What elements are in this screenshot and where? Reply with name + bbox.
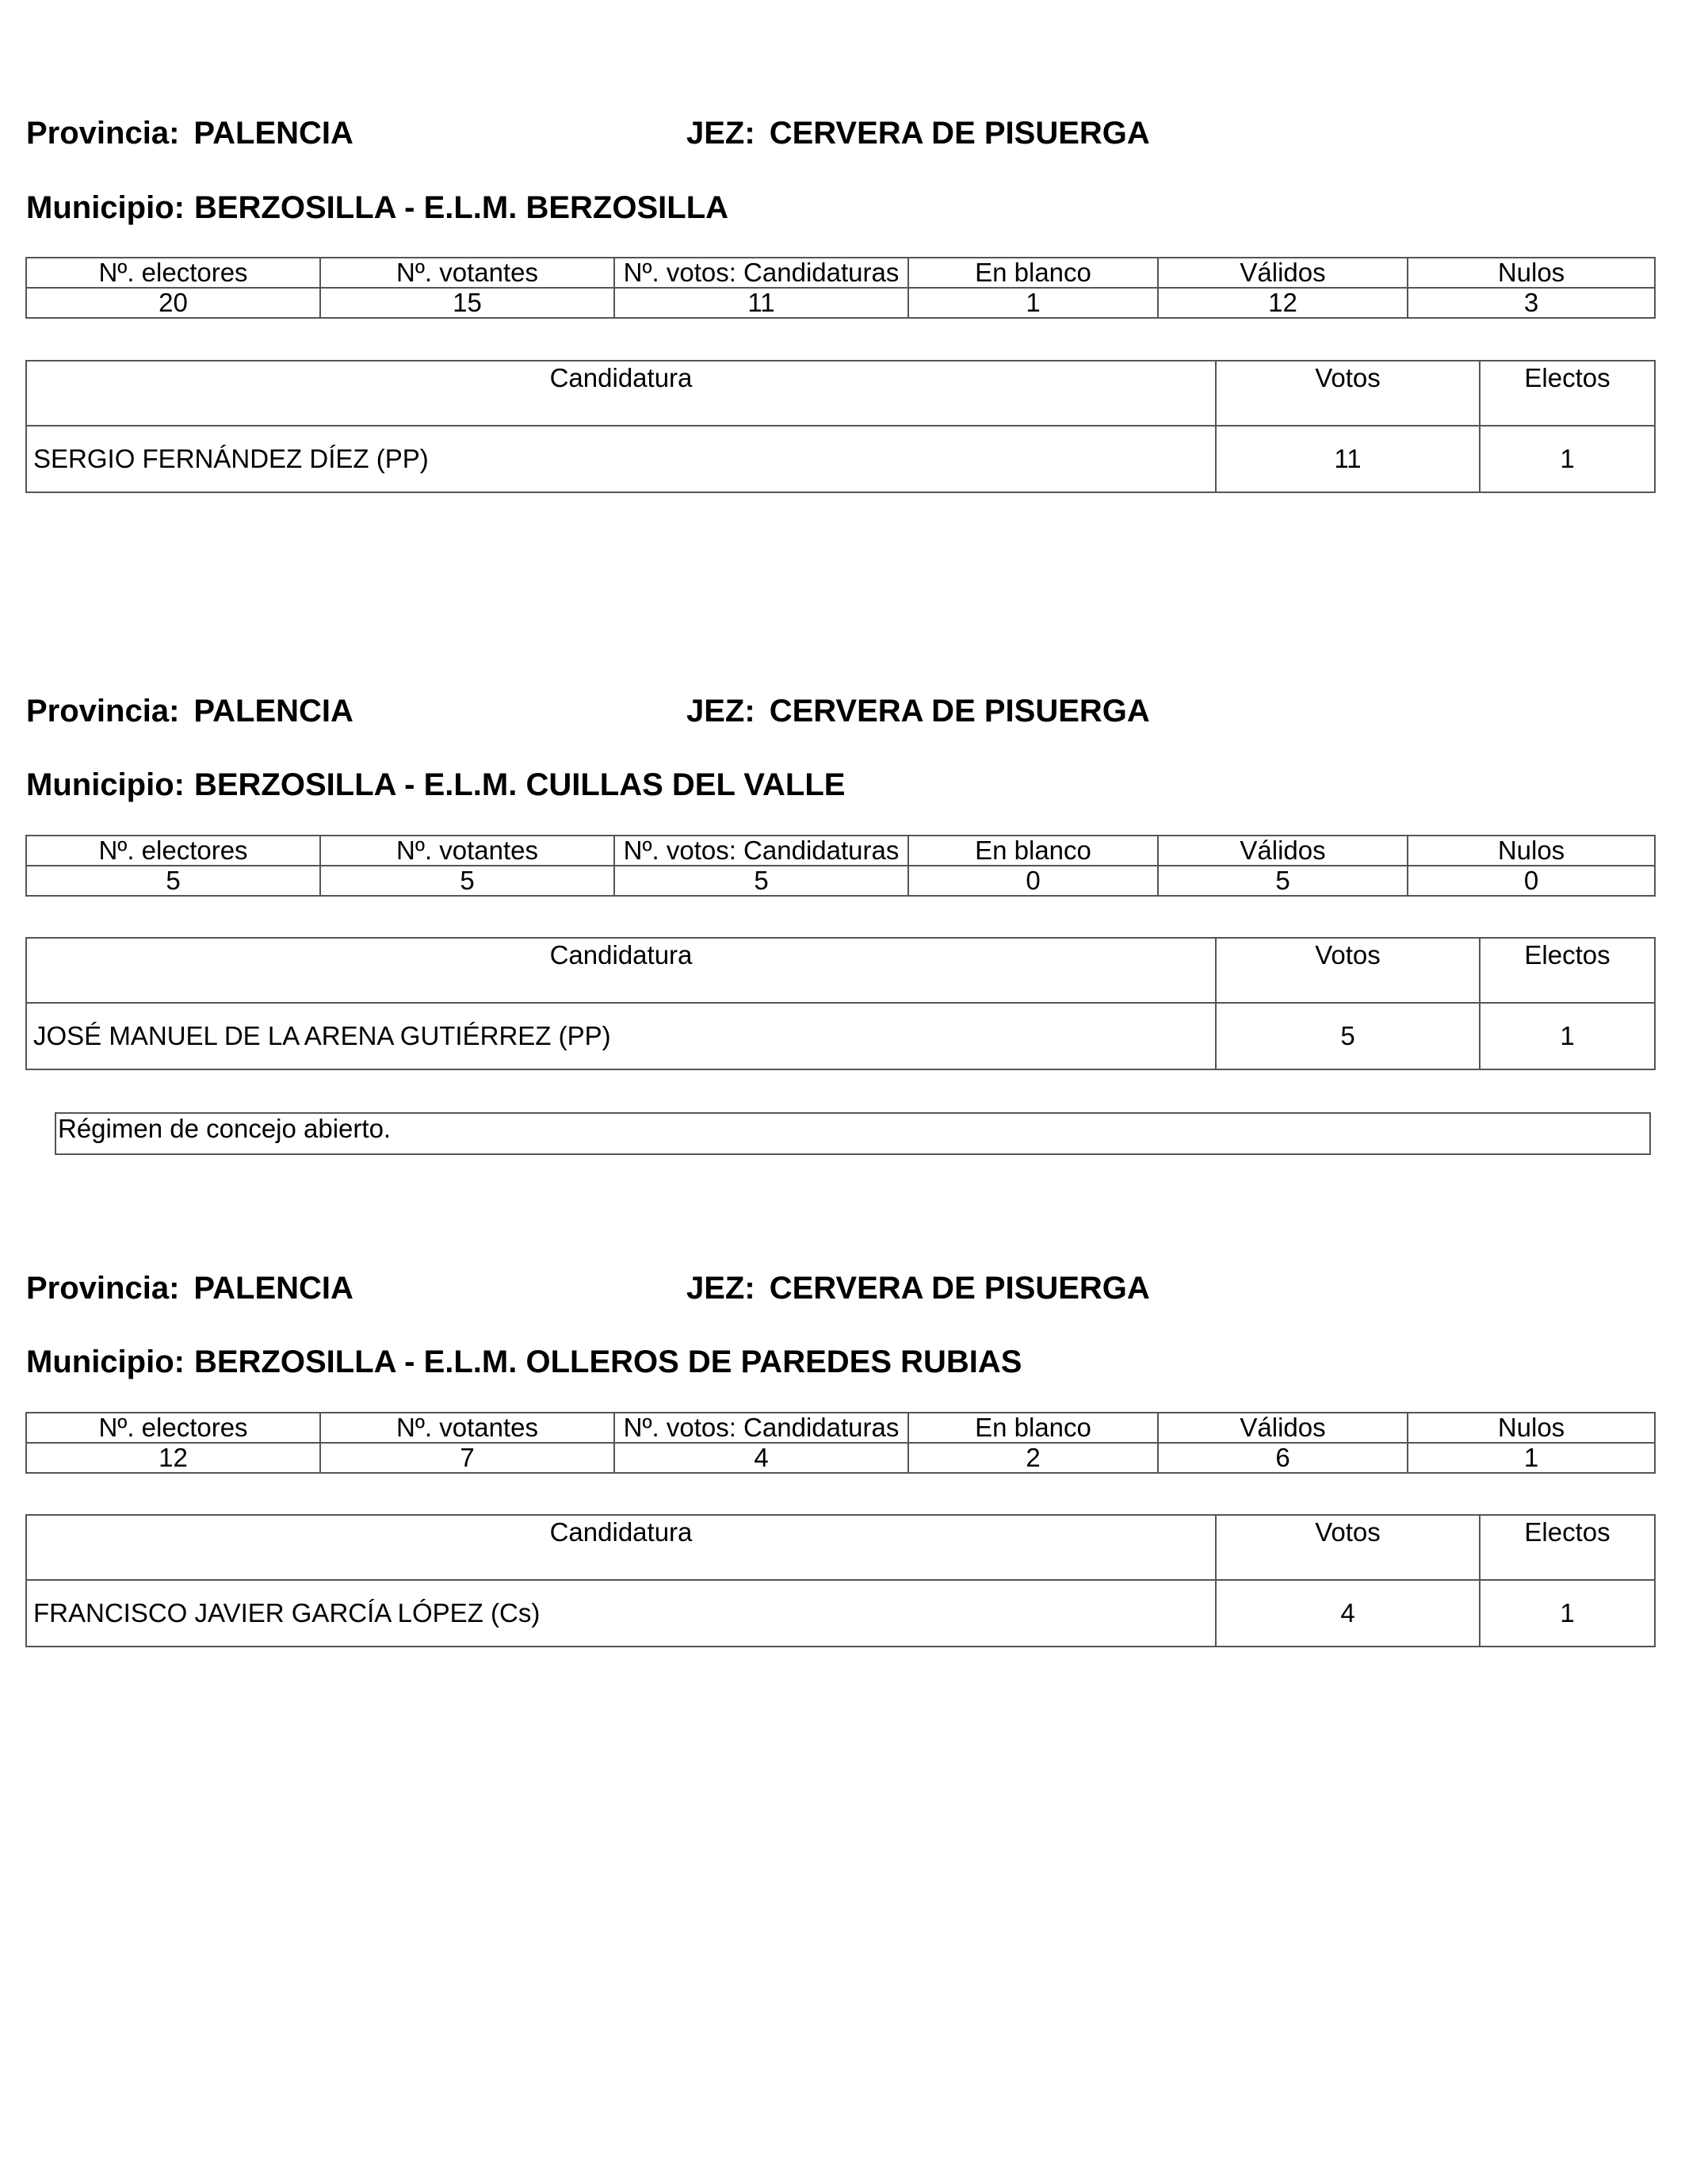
stats-table — [25, 1412, 1656, 1474]
stats-value: 5 — [614, 866, 908, 896]
candidates-header-row — [26, 938, 1655, 1003]
stats-value: 0 — [1408, 866, 1655, 896]
municipio-value: BERZOSILLA - E.L.M. OLLEROS DE PAREDES RUBIAS — [193, 1344, 1022, 1379]
provincia-line: Provincia: PALENCIA — [26, 694, 353, 729]
table-row — [26, 1580, 1655, 1647]
stats-header: Nº. votos: Candidaturas — [614, 836, 908, 866]
candidates-table — [25, 937, 1656, 1070]
stats-header: Nº. electores — [26, 258, 320, 288]
stats-header: Nulos — [1408, 836, 1655, 866]
stats-value-row — [26, 288, 1655, 318]
jez-value: CERVERA DE PISUERGA — [769, 1271, 1150, 1306]
stats-header: En blanco — [908, 258, 1158, 288]
stats-header: Válidos — [1158, 1413, 1408, 1443]
stats-value: 5 — [1158, 866, 1408, 896]
stats-value: 3 — [1408, 288, 1655, 318]
stats-value: 4 — [614, 1443, 908, 1473]
provincia-line: Provincia: PALENCIA — [26, 116, 353, 151]
municipio-line: Municipio: BERZOSILLA - E.L.M. OLLEROS DE PAREDES RUBIAS — [26, 1344, 1022, 1379]
stats-header: Nº. electores — [26, 836, 320, 866]
stats-header: Nº. votantes — [320, 258, 614, 288]
candidate-name: SERGIO FERNÁNDEZ DÍEZ (PP) — [26, 426, 1216, 492]
stats-header-row — [26, 836, 1655, 866]
candidatura-header: Candidatura — [26, 938, 1216, 1003]
stats-value: 1 — [1408, 1443, 1655, 1473]
stats-value: 1 — [908, 288, 1158, 318]
stats-header: Nº. votantes — [320, 1413, 614, 1443]
electos-header: Electos — [1480, 361, 1655, 426]
stats-value: 5 — [320, 866, 614, 896]
votos-header: Votos — [1216, 1515, 1480, 1580]
stats-header: Nº. votos: Candidaturas — [614, 258, 908, 288]
stats-value: 6 — [1158, 1443, 1408, 1473]
stats-header: Nº. votos: Candidaturas — [614, 1413, 908, 1443]
stats-value: 11 — [614, 288, 908, 318]
table-row — [26, 1003, 1655, 1069]
provincia-value: PALENCIA — [193, 694, 353, 729]
electos-header: Electos — [1480, 1515, 1655, 1580]
candidate-name: FRANCISCO JAVIER GARCÍA LÓPEZ (Cs) — [26, 1580, 1216, 1647]
stats-value: 7 — [320, 1443, 614, 1473]
stats-header: Válidos — [1158, 836, 1408, 866]
stats-header: Nulos — [1408, 1413, 1655, 1443]
candidates-table — [25, 1514, 1656, 1647]
stats-value-row — [26, 1443, 1655, 1473]
candidate-name: JOSÉ MANUEL DE LA ARENA GUTIÉRREZ (PP) — [26, 1003, 1216, 1069]
electos-header: Electos — [1480, 938, 1655, 1003]
stats-header: Nulos — [1408, 258, 1655, 288]
stats-header: Nº. electores — [26, 1413, 320, 1443]
candidate-electos: 1 — [1480, 1580, 1655, 1647]
provincia-value: PALENCIA — [193, 116, 353, 151]
municipio-line: Municipio: BERZOSILLA - E.L.M. BERZOSILLA — [26, 190, 729, 225]
jez-line: JEZ: CERVERA DE PISUERGA — [686, 116, 1150, 151]
votos-header: Votos — [1216, 361, 1480, 426]
stats-header: En blanco — [908, 836, 1158, 866]
stats-value: 0 — [908, 866, 1158, 896]
jez-line: JEZ: CERVERA DE PISUERGA — [686, 694, 1150, 729]
stats-header: En blanco — [908, 1413, 1158, 1443]
candidate-votos: 4 — [1216, 1580, 1480, 1647]
stats-value: 12 — [1158, 288, 1408, 318]
provincia-line: Provincia: PALENCIA — [26, 1271, 353, 1306]
jez-line: JEZ: CERVERA DE PISUERGA — [686, 1271, 1150, 1306]
stats-value: 12 — [26, 1443, 320, 1473]
stats-value: 15 — [320, 288, 614, 318]
candidates-header-row — [26, 361, 1655, 426]
stats-header: Válidos — [1158, 258, 1408, 288]
candidate-votos: 5 — [1216, 1003, 1480, 1069]
stats-value-row — [26, 866, 1655, 896]
jez-value: CERVERA DE PISUERGA — [769, 694, 1150, 729]
provincia-value: PALENCIA — [193, 1271, 353, 1306]
table-row — [26, 426, 1655, 492]
stats-value: 20 — [26, 288, 320, 318]
stats-value: 5 — [26, 866, 320, 896]
candidate-votos: 11 — [1216, 426, 1480, 492]
stats-value: 2 — [908, 1443, 1158, 1473]
stats-header-row — [26, 258, 1655, 288]
candidates-header-row — [26, 1515, 1655, 1580]
stats-header: Nº. votantes — [320, 836, 614, 866]
stats-table — [25, 257, 1656, 319]
candidate-electos: 1 — [1480, 1003, 1655, 1069]
municipio-value: BERZOSILLA - E.L.M. CUILLAS DEL VALLE — [193, 767, 846, 802]
candidatura-header: Candidatura — [26, 1515, 1216, 1580]
candidates-table — [25, 360, 1656, 493]
candidatura-header: Candidatura — [26, 361, 1216, 426]
candidate-electos: 1 — [1480, 426, 1655, 492]
municipio-line: Municipio: BERZOSILLA - E.L.M. CUILLAS DEL VALLE — [26, 767, 846, 802]
regime-note: Régimen de concejo abierto. — [55, 1112, 1651, 1155]
municipio-value: BERZOSILLA - E.L.M. BERZOSILLA — [193, 190, 729, 225]
jez-value: CERVERA DE PISUERGA — [769, 116, 1150, 151]
votos-header: Votos — [1216, 938, 1480, 1003]
stats-table — [25, 835, 1656, 897]
stats-header-row — [26, 1413, 1655, 1443]
